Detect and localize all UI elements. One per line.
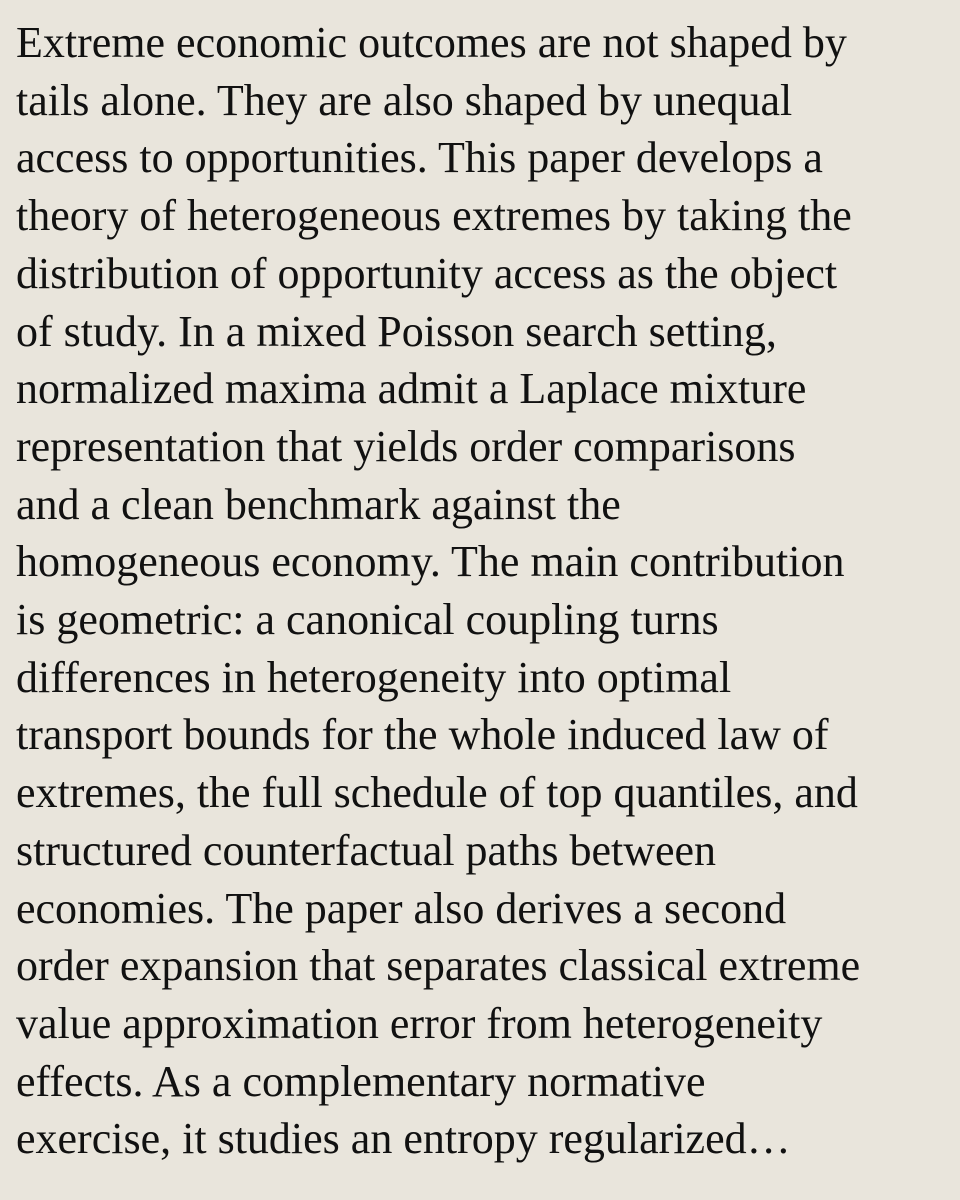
- abstract-line-1: Extreme economic outcomes are not shaped by: [16, 18, 847, 67]
- abstract-line-11: is geometric: a canonical coupling turns: [16, 595, 719, 645]
- abstract-line-4: theory of heterogeneous extremes by taking the: [16, 191, 852, 241]
- abstract-text: [16, 14, 942, 1168]
- abstract-line-12: differences in heterogeneity into optimal: [16, 652, 732, 702]
- abstract-line-10: homogeneous economy. The main contribution: [16, 537, 845, 587]
- abstract-line-5: distribution of opportunity access as the object: [16, 248, 838, 298]
- abstract-line-20: exercise, it studies an entropy regularized…: [16, 1114, 791, 1164]
- abstract-line-19: effects. As a complementary normative: [16, 1056, 706, 1106]
- abstract-line-18: value approximation error from heterogeneity: [16, 998, 823, 1048]
- abstract-line-8: representation that yields order comparisons: [16, 421, 796, 471]
- abstract-line-7: normalized maxima admit a Laplace mixture: [16, 364, 807, 414]
- abstract-line-17: order expansion that separates classical extreme: [16, 941, 861, 991]
- abstract-line-14: extremes, the full schedule of top quantiles, and: [16, 768, 858, 818]
- abstract-line-2: tails alone. They are also shaped by unequal: [16, 75, 793, 125]
- abstract-line-15: structured counterfactual paths between: [16, 825, 717, 875]
- abstract-line-13: transport bounds for the whole induced law of: [16, 710, 829, 760]
- abstract-line-3: access to opportunities. This paper develops a: [16, 133, 823, 183]
- abstract-line-6: of study. In a mixed Poisson search setting,: [16, 306, 777, 356]
- abstract-line-9: and a clean benchmark against the: [16, 479, 621, 529]
- abstract-line-16: economies. The paper also derives a second: [16, 883, 787, 933]
